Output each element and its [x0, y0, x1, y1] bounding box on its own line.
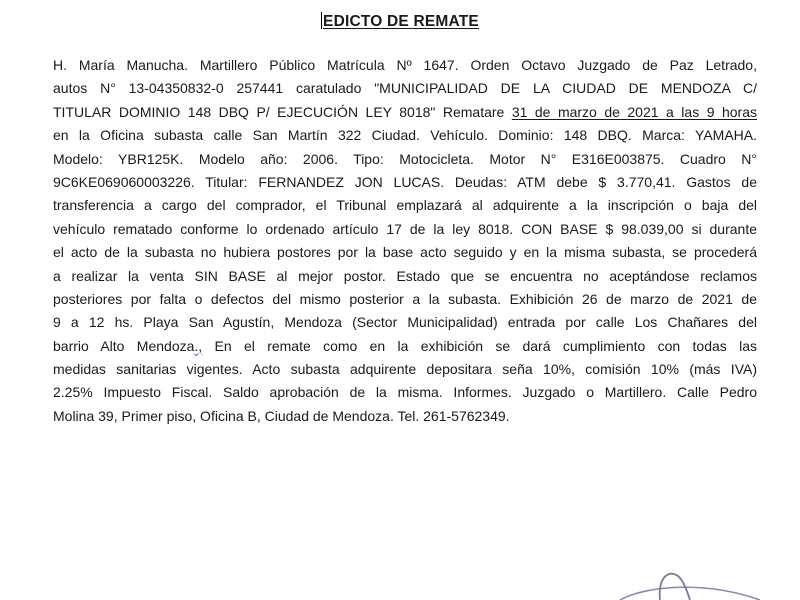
text-line: vehículo rematado conforme lo ordenado artículo 17 de la ley 8018. CON BASE $ 98.039,00 si durante	[53, 220, 757, 237]
text-line: autos N° 13-04350832-0 257441 caratulado "MUNICIPALIDAD DE LA CIUDAD DE MENDOZA C/	[53, 80, 757, 97]
text-line: H. María Manucha. Martillero Público Matrícula Nº 1647. Orden Octavo Juzgado de Paz Letrado,	[53, 57, 757, 73]
signature-icon	[590, 570, 780, 600]
title-text: EDICTO DE REMATE	[323, 13, 479, 30]
edict-body	[53, 54, 757, 428]
text-line: 2.25% Impuesto Fiscal. Saldo aprobación de la misma. Informes. Juzgado o Martillero. Calle Pedro	[53, 384, 757, 401]
text-segment: TITULAR DOMINIO 148 DBQ P/ EJECUCIÓN LEY 8018" Rematare	[53, 103, 512, 120]
text-line: 9 a 12 hs. Playa San Agustín, Mendoza (Sector Municipalidad) entrada por calle Los Chañares del	[53, 314, 757, 331]
text-line: en la Oficina subasta calle San Martín 322 Ciudad. Vehículo. Dominio: 148 DBQ. Marca: YAMAHA.	[53, 127, 757, 144]
text-line: 9C6KE069060003226. Titular: FERNANDEZ JON LUCAS. Deudas: ATM debe $ 3.770,41. Gastos de	[53, 173, 757, 190]
text-line: a realizar la venta SIN BASE al mejor postor. Estado que se encuentra no aceptándose reclamos	[53, 267, 757, 284]
text-segment: barrio Alto Mendoza	[53, 337, 195, 354]
text-line	[53, 101, 757, 124]
spellcheck-mark[interactable]: .,	[194, 337, 203, 354]
text-line: posteriores por falta o defectos del mismo posterior a la subasta. Exhibición 26 de marzo de 2021 de	[53, 290, 757, 307]
auction-date: 31 de marzo de 2021 a las 9 horas	[511, 103, 757, 120]
text-cursor	[321, 12, 322, 29]
text-line: Modelo: YBR125K. Modelo año: 2006. Tipo: Motocicleta. Motor N° E316E003875. Cuadro N°	[53, 150, 757, 167]
text-line: transferencia a cargo del comprador, el Tribunal emplazará al adquirente a la inscripción o baja del	[53, 197, 757, 214]
text-segment: En el remate como en la exhibición se dará cumplimiento con todas las	[202, 337, 757, 354]
document-title	[0, 12, 800, 31]
text-line: el acto de la subasta no hubiera postores por la base acto seguido y en la misma subasta, se procederá	[53, 244, 757, 261]
text-line	[53, 335, 757, 358]
text-line: medidas sanitarias vigentes. Acto subasta adquirente depositara seña 10%, comisión 10% (más IVA)	[53, 361, 757, 378]
text-line: Molina 39, Primer piso, Oficina B, Ciudad de Mendoza. Tel. 261-5762349.	[53, 407, 510, 424]
